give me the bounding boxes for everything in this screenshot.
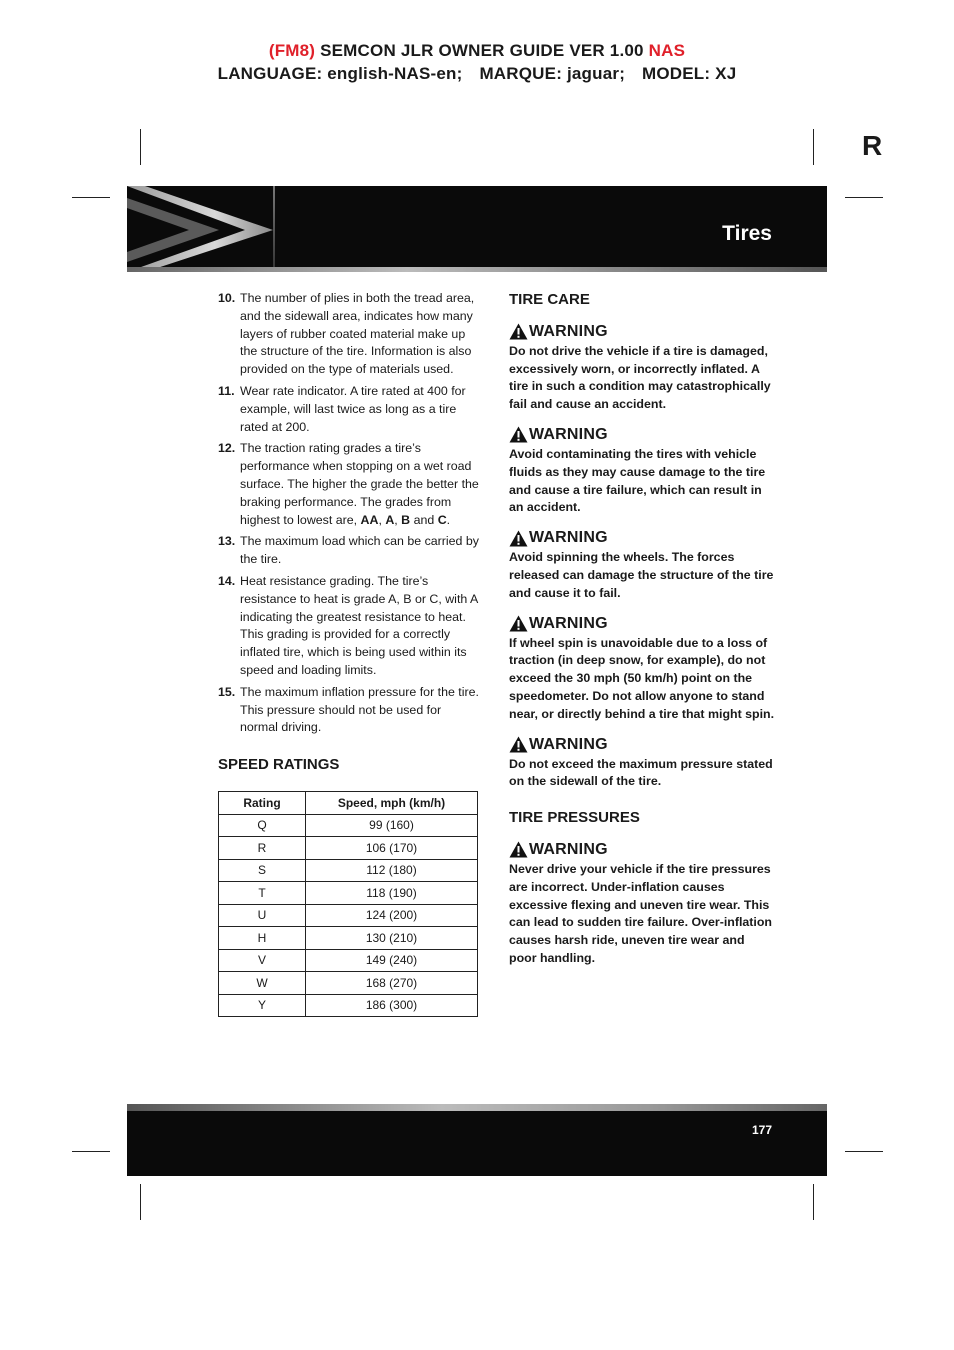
speed-cell: 99 (160) (306, 814, 478, 837)
chapter-title: Tires (722, 222, 772, 245)
and-word: and (413, 512, 435, 527)
list-item-number: 10. (218, 291, 236, 305)
grade-aa: AA (360, 512, 379, 527)
column-header-rating: Rating (219, 792, 306, 815)
rating-cell: Y (219, 994, 306, 1017)
speed-cell: 124 (200) (306, 904, 478, 927)
table-row (219, 837, 478, 860)
warning-label: WARNING (529, 426, 608, 444)
grade-c: C (437, 512, 447, 527)
table-header-row (219, 792, 478, 815)
left-column (218, 290, 480, 741)
column-header-speed: Speed, mph (km/h) (306, 792, 478, 815)
list-item-text: Heat resistance grading. The tire’s resistance to heat is grade A, B or C, with A indicating the greatest resistance to heat. This grading is provided for a correctly inflated tire, which is being used within its speed and loading limits. (240, 573, 478, 677)
doc-header-line-2 (0, 64, 954, 84)
speed-cell: 118 (190) (306, 882, 478, 905)
warning-triangle-icon (509, 615, 528, 632)
speed-cell: 112 (180) (306, 859, 478, 882)
list-item-text-body: The traction rating grades a tire’s performance when stopping on a wet road surface. The higher the grade the better the braking performance. The grades from highest to lowest are, (240, 441, 479, 527)
header-region: NAS (648, 41, 686, 60)
warning-label: WARNING (529, 322, 608, 340)
section-letter: R (862, 130, 883, 161)
footer-strip (127, 1104, 827, 1111)
warning-text: Avoid spinning the wheels. The forces released can damage the structure of the tire and cause it to fail. (509, 550, 774, 600)
warning-label: WARNING (529, 529, 608, 547)
speed-ratings-heading: SPEED RATINGS (218, 756, 340, 773)
tire-care-heading: TIRE CARE (509, 291, 590, 308)
table-row (219, 927, 478, 950)
rating-cell: H (219, 927, 306, 950)
crop-mark (140, 1184, 141, 1220)
table-row (219, 904, 478, 927)
speed-cell: 149 (240) (306, 949, 478, 972)
warning-triangle-icon (509, 530, 528, 547)
list-item-text: The maximum load which can be carried by the tire. (240, 534, 479, 567)
table-row (219, 949, 478, 972)
chevron-graphic (127, 186, 273, 272)
crop-mark (845, 1151, 883, 1152)
right-column (509, 291, 775, 968)
speed-ratings-table (218, 791, 478, 1017)
warning-label: WARNING (529, 614, 608, 632)
header-marque: MARQUE: jaguar; (479, 64, 626, 83)
table-row (219, 972, 478, 995)
warning-text: If wheel spin is unavoidable due to a loss of traction (in deep snow, for example), do not exceed the 30 mph (50 km/h) point on the speedometer. Do not allow anyone to stand near, or directly behind a tire that might spin. (509, 635, 775, 721)
warning-triangle-icon (509, 323, 528, 340)
page-number: 177 (751, 1123, 772, 1137)
list-item (218, 684, 480, 737)
list-item (218, 383, 480, 436)
list-item-text: Wear rate indicator. A tire rated at 400 for example, will last twice as long as a tire rated at 200. (240, 383, 466, 434)
table-row (219, 859, 478, 882)
grade-b: B (401, 512, 411, 527)
list-item-number: 15. (218, 684, 236, 699)
crop-mark (140, 129, 141, 165)
crop-mark (72, 1151, 110, 1152)
list-item-number: 13. (218, 534, 236, 549)
grade-a: A (385, 512, 395, 527)
chapter-banner (127, 186, 827, 272)
rating-cell: S (219, 859, 306, 882)
banner-divider (273, 186, 275, 272)
rating-cell: Q (219, 814, 306, 837)
table-row (219, 994, 478, 1017)
rating-cell: U (219, 904, 306, 927)
speed-cell: 168 (270) (306, 972, 478, 995)
list-item-number: 14. (218, 573, 236, 588)
warning-text: Do not drive the vehicle if a tire is damaged, excessively worn, or incorrectly inflated. A tire in such a condition may catastrophically fail and cause an accident. (509, 343, 771, 412)
list-item (218, 440, 480, 529)
crop-mark (813, 129, 814, 165)
list-item-text: The number of plies in both the tread area, and the sidewall area, indicates how many layers of rubber coated material make up the structure of the tire. Information is also provided on the type of materials used. (240, 291, 475, 377)
banner-strip (127, 267, 827, 272)
crop-mark (72, 197, 110, 198)
warning-heading (509, 839, 775, 861)
speed-cell: 130 (210) (306, 927, 478, 950)
header-guide: SEMCON JLR OWNER GUIDE VER 1.00 (320, 41, 644, 60)
crop-mark (813, 1184, 814, 1220)
list-item-text: The traction rating grades a tire’s performance when stopping on a wet road surface. The higher the grade the better the braking performance. The grades from highest to lowest are, AA, A, B and C. (240, 441, 479, 527)
warning-triangle-icon (509, 426, 528, 443)
doc-header-line-1 (0, 41, 954, 61)
header-model: MODEL: XJ (642, 64, 737, 83)
warning-heading (509, 613, 775, 635)
warning-label: WARNING (529, 735, 608, 753)
speed-cell: 186 (300) (306, 994, 478, 1017)
list-item (218, 573, 480, 680)
warning-text: Do not exceed the maximum pressure stated on the sidewall of the tire. (509, 756, 773, 789)
table-row (219, 814, 478, 837)
warning-heading (509, 321, 775, 343)
warning-heading (509, 424, 775, 446)
table-row (219, 882, 478, 905)
tire-pressures-heading: TIRE PRESSURES (509, 809, 640, 827)
warning-heading (509, 527, 775, 549)
rating-cell: V (219, 949, 306, 972)
header-fm: (FM8) (268, 41, 316, 60)
warning-text: Never drive your vehicle if the tire pressures are incorrect. Under-inflation causes excessive flexing and uneven tire wear. This can lead to sudden tire failure. Over-inflation causes harsh ride, uneven tire wear and poor handling. (509, 861, 773, 965)
list-item-number: 12. (218, 441, 236, 456)
rating-cell: T (219, 882, 306, 905)
warning-label: WARNING (529, 841, 608, 859)
warning-triangle-icon (509, 736, 528, 753)
speed-cell: 106 (170) (306, 837, 478, 860)
page-footer (127, 1104, 827, 1176)
header-language: LANGUAGE: english-NAS-en; (217, 64, 463, 83)
list-item (218, 290, 480, 379)
crop-mark (845, 197, 883, 198)
warning-triangle-icon (509, 841, 528, 858)
warning-text: Avoid contaminating the tires with vehicle fluids as they may cause damage to the tire and cause a tire failure, which can result in an accident. (509, 446, 766, 515)
warning-heading (509, 734, 775, 756)
list-item (218, 533, 480, 569)
rating-cell: R (219, 837, 306, 860)
list-item-number: 11. (218, 383, 235, 398)
list-item-text: The maximum inflation pressure for the tire. This pressure should not be used for normal driving. (240, 684, 479, 735)
rating-cell: W (219, 972, 306, 995)
